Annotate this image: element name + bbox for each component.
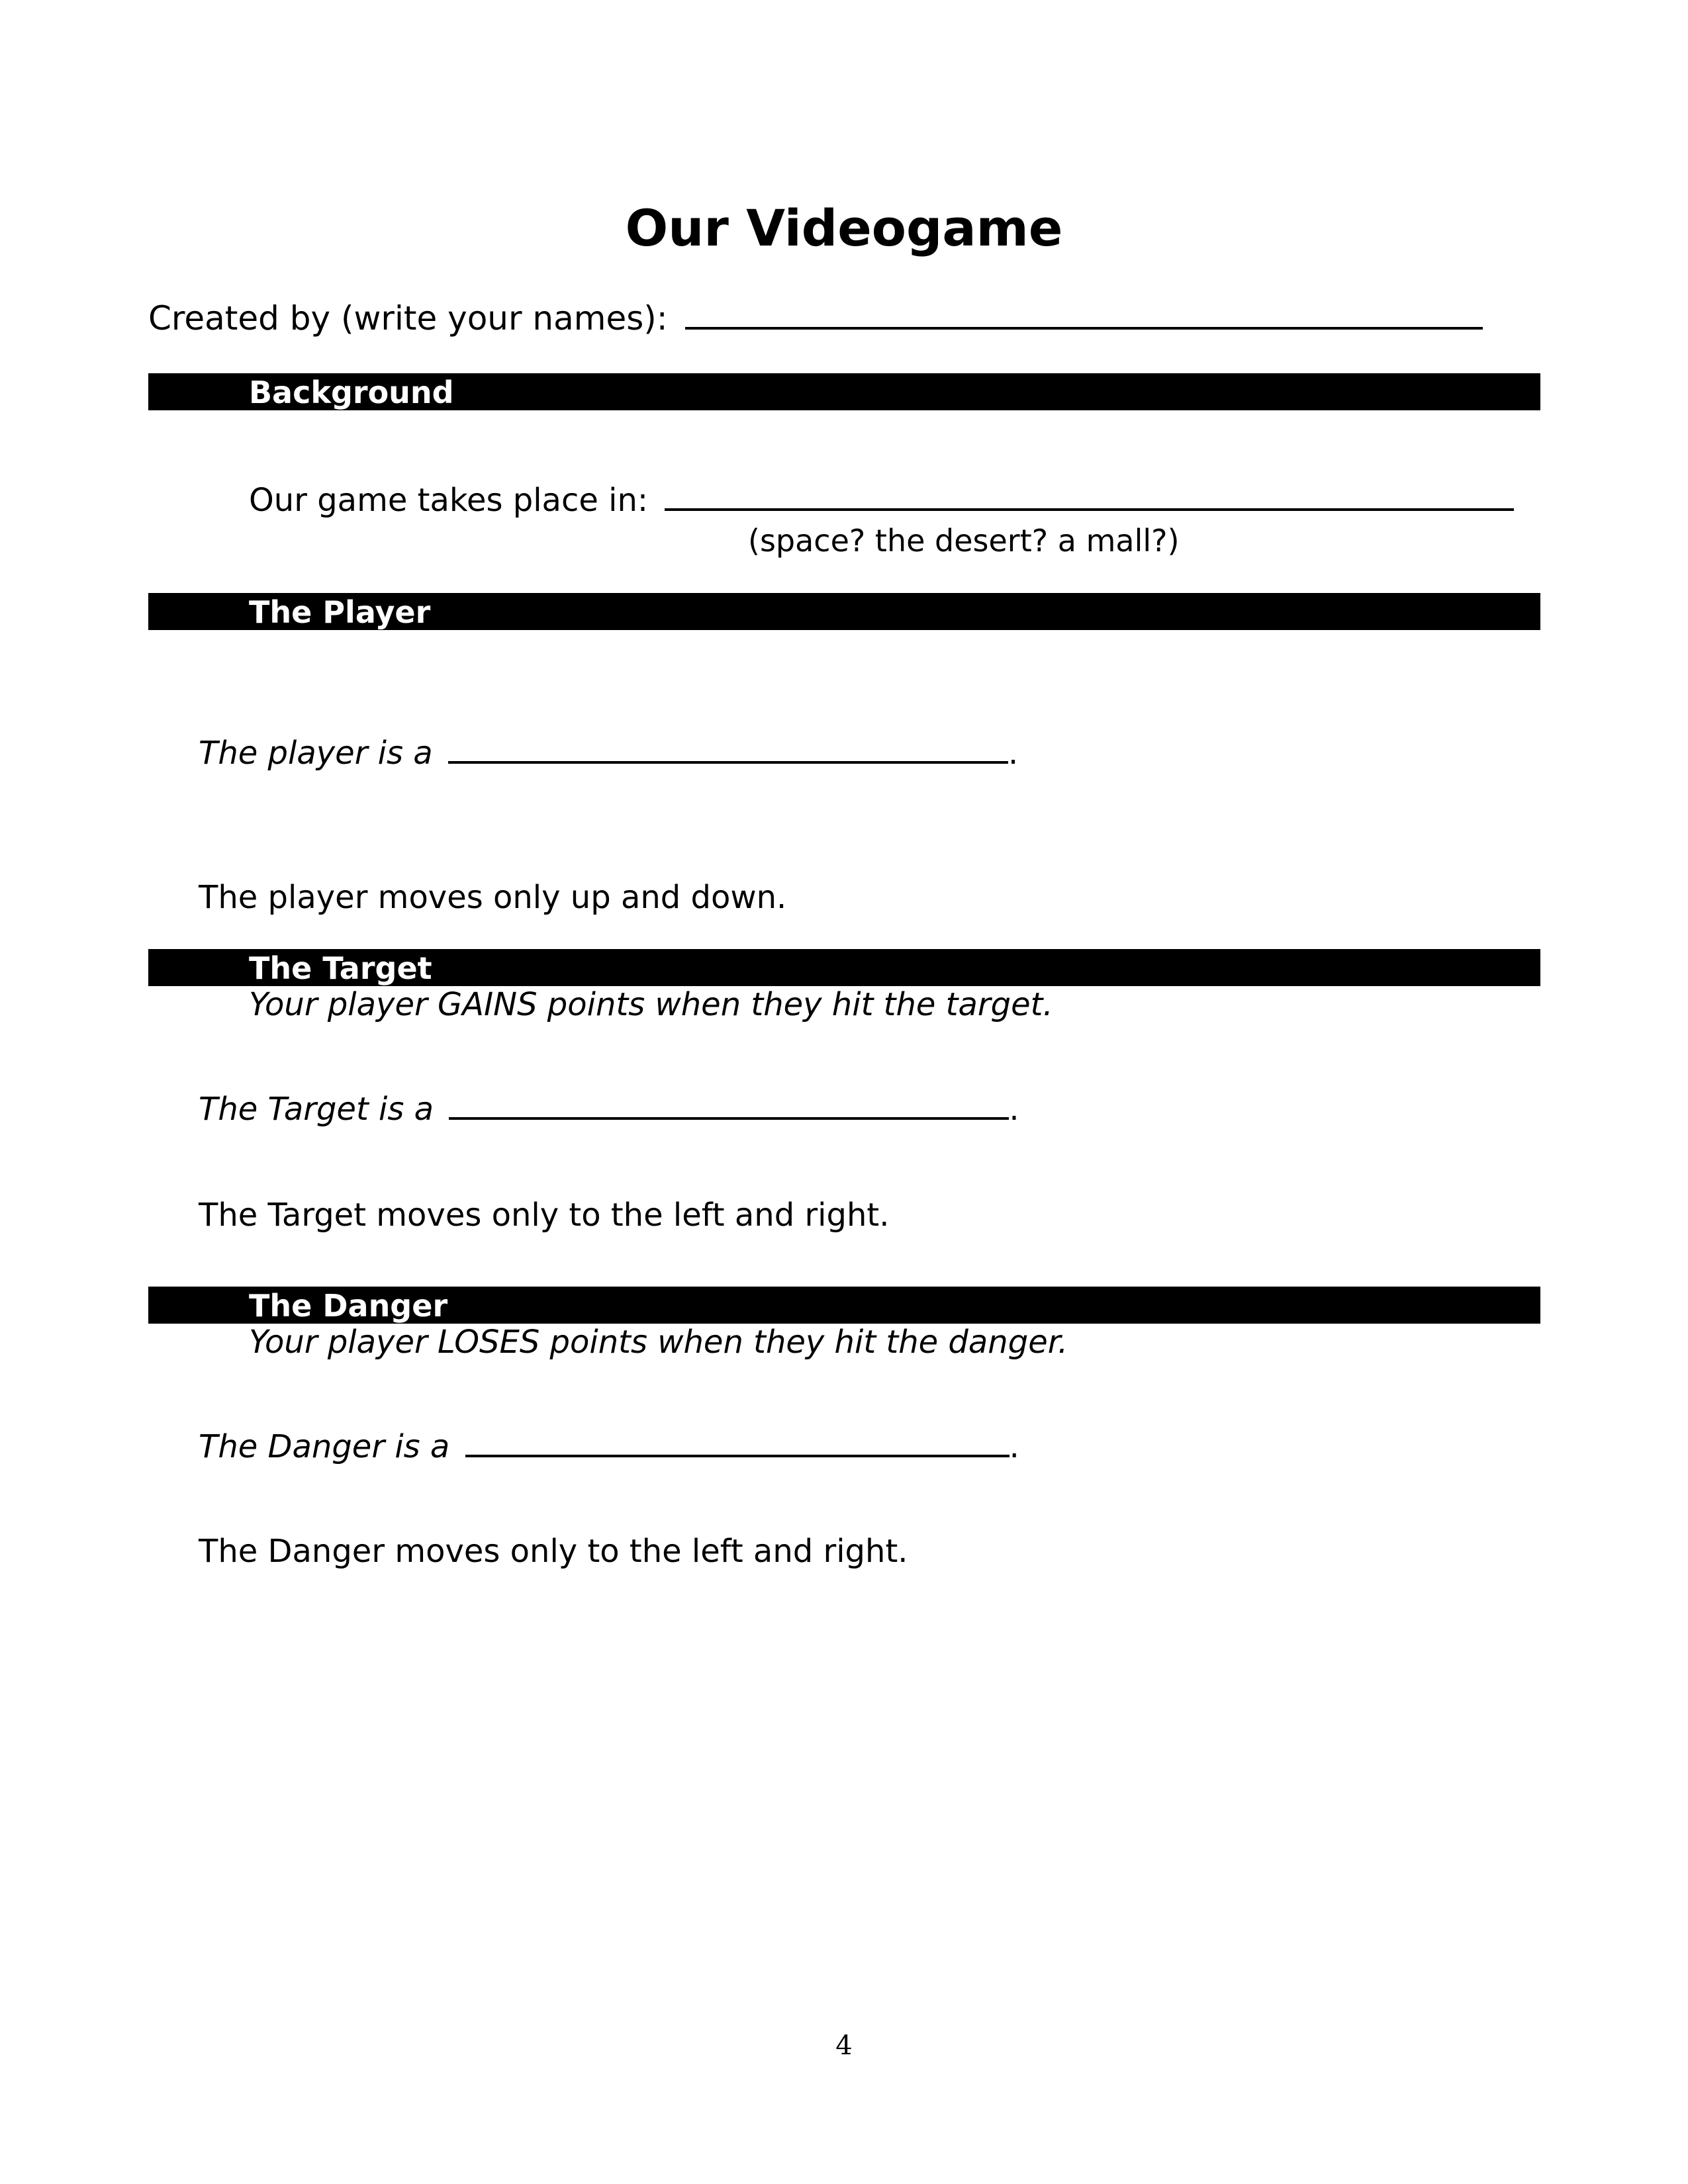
player-is-a-line xyxy=(199,735,1018,772)
danger-heading-bar xyxy=(148,1287,1540,1324)
page-title: Our Videogame xyxy=(625,199,1063,257)
target-blank[interactable] xyxy=(449,1116,1009,1120)
place-blank[interactable] xyxy=(665,508,1514,511)
danger-description: Your player LOSES points when they hit the danger. xyxy=(249,1324,1068,1361)
place-label: Our game takes place in: xyxy=(249,482,649,519)
player-heading: The Player xyxy=(249,594,431,630)
danger-period: . xyxy=(1009,1428,1019,1465)
player-is-a-label: The player is a xyxy=(199,735,433,772)
danger-blank[interactable] xyxy=(465,1454,1009,1457)
background-heading: Background xyxy=(249,375,454,410)
created-by-line xyxy=(148,299,1483,338)
danger-movement: The Danger moves only to the left and right. xyxy=(199,1533,908,1570)
player-period: . xyxy=(1008,735,1019,772)
player-movement: The player moves only up and down. xyxy=(199,879,787,916)
target-is-a-line xyxy=(199,1091,1019,1128)
danger-is-a-label: The Danger is a xyxy=(199,1428,450,1465)
place-hint: (space? the desert? a mall?) xyxy=(748,523,1180,559)
created-by-label: Created by (write your names): xyxy=(148,299,668,338)
danger-is-a-line xyxy=(199,1428,1019,1465)
target-heading: The Target xyxy=(249,950,432,986)
background-heading-bar xyxy=(148,373,1540,410)
target-is-a-label: The Target is a xyxy=(199,1091,434,1128)
names-blank[interactable] xyxy=(685,326,1483,330)
target-movement: The Target moves only to the left and right. xyxy=(199,1197,890,1234)
player-heading-bar xyxy=(148,593,1540,630)
player-blank[interactable] xyxy=(448,760,1008,764)
target-period: . xyxy=(1009,1091,1019,1128)
place-line xyxy=(249,482,1514,519)
target-heading-bar xyxy=(148,949,1540,986)
page-number: 4 xyxy=(835,2030,853,2061)
danger-heading: The Danger xyxy=(249,1288,448,1324)
target-description: Your player GAINS points when they hit the target. xyxy=(249,986,1053,1023)
